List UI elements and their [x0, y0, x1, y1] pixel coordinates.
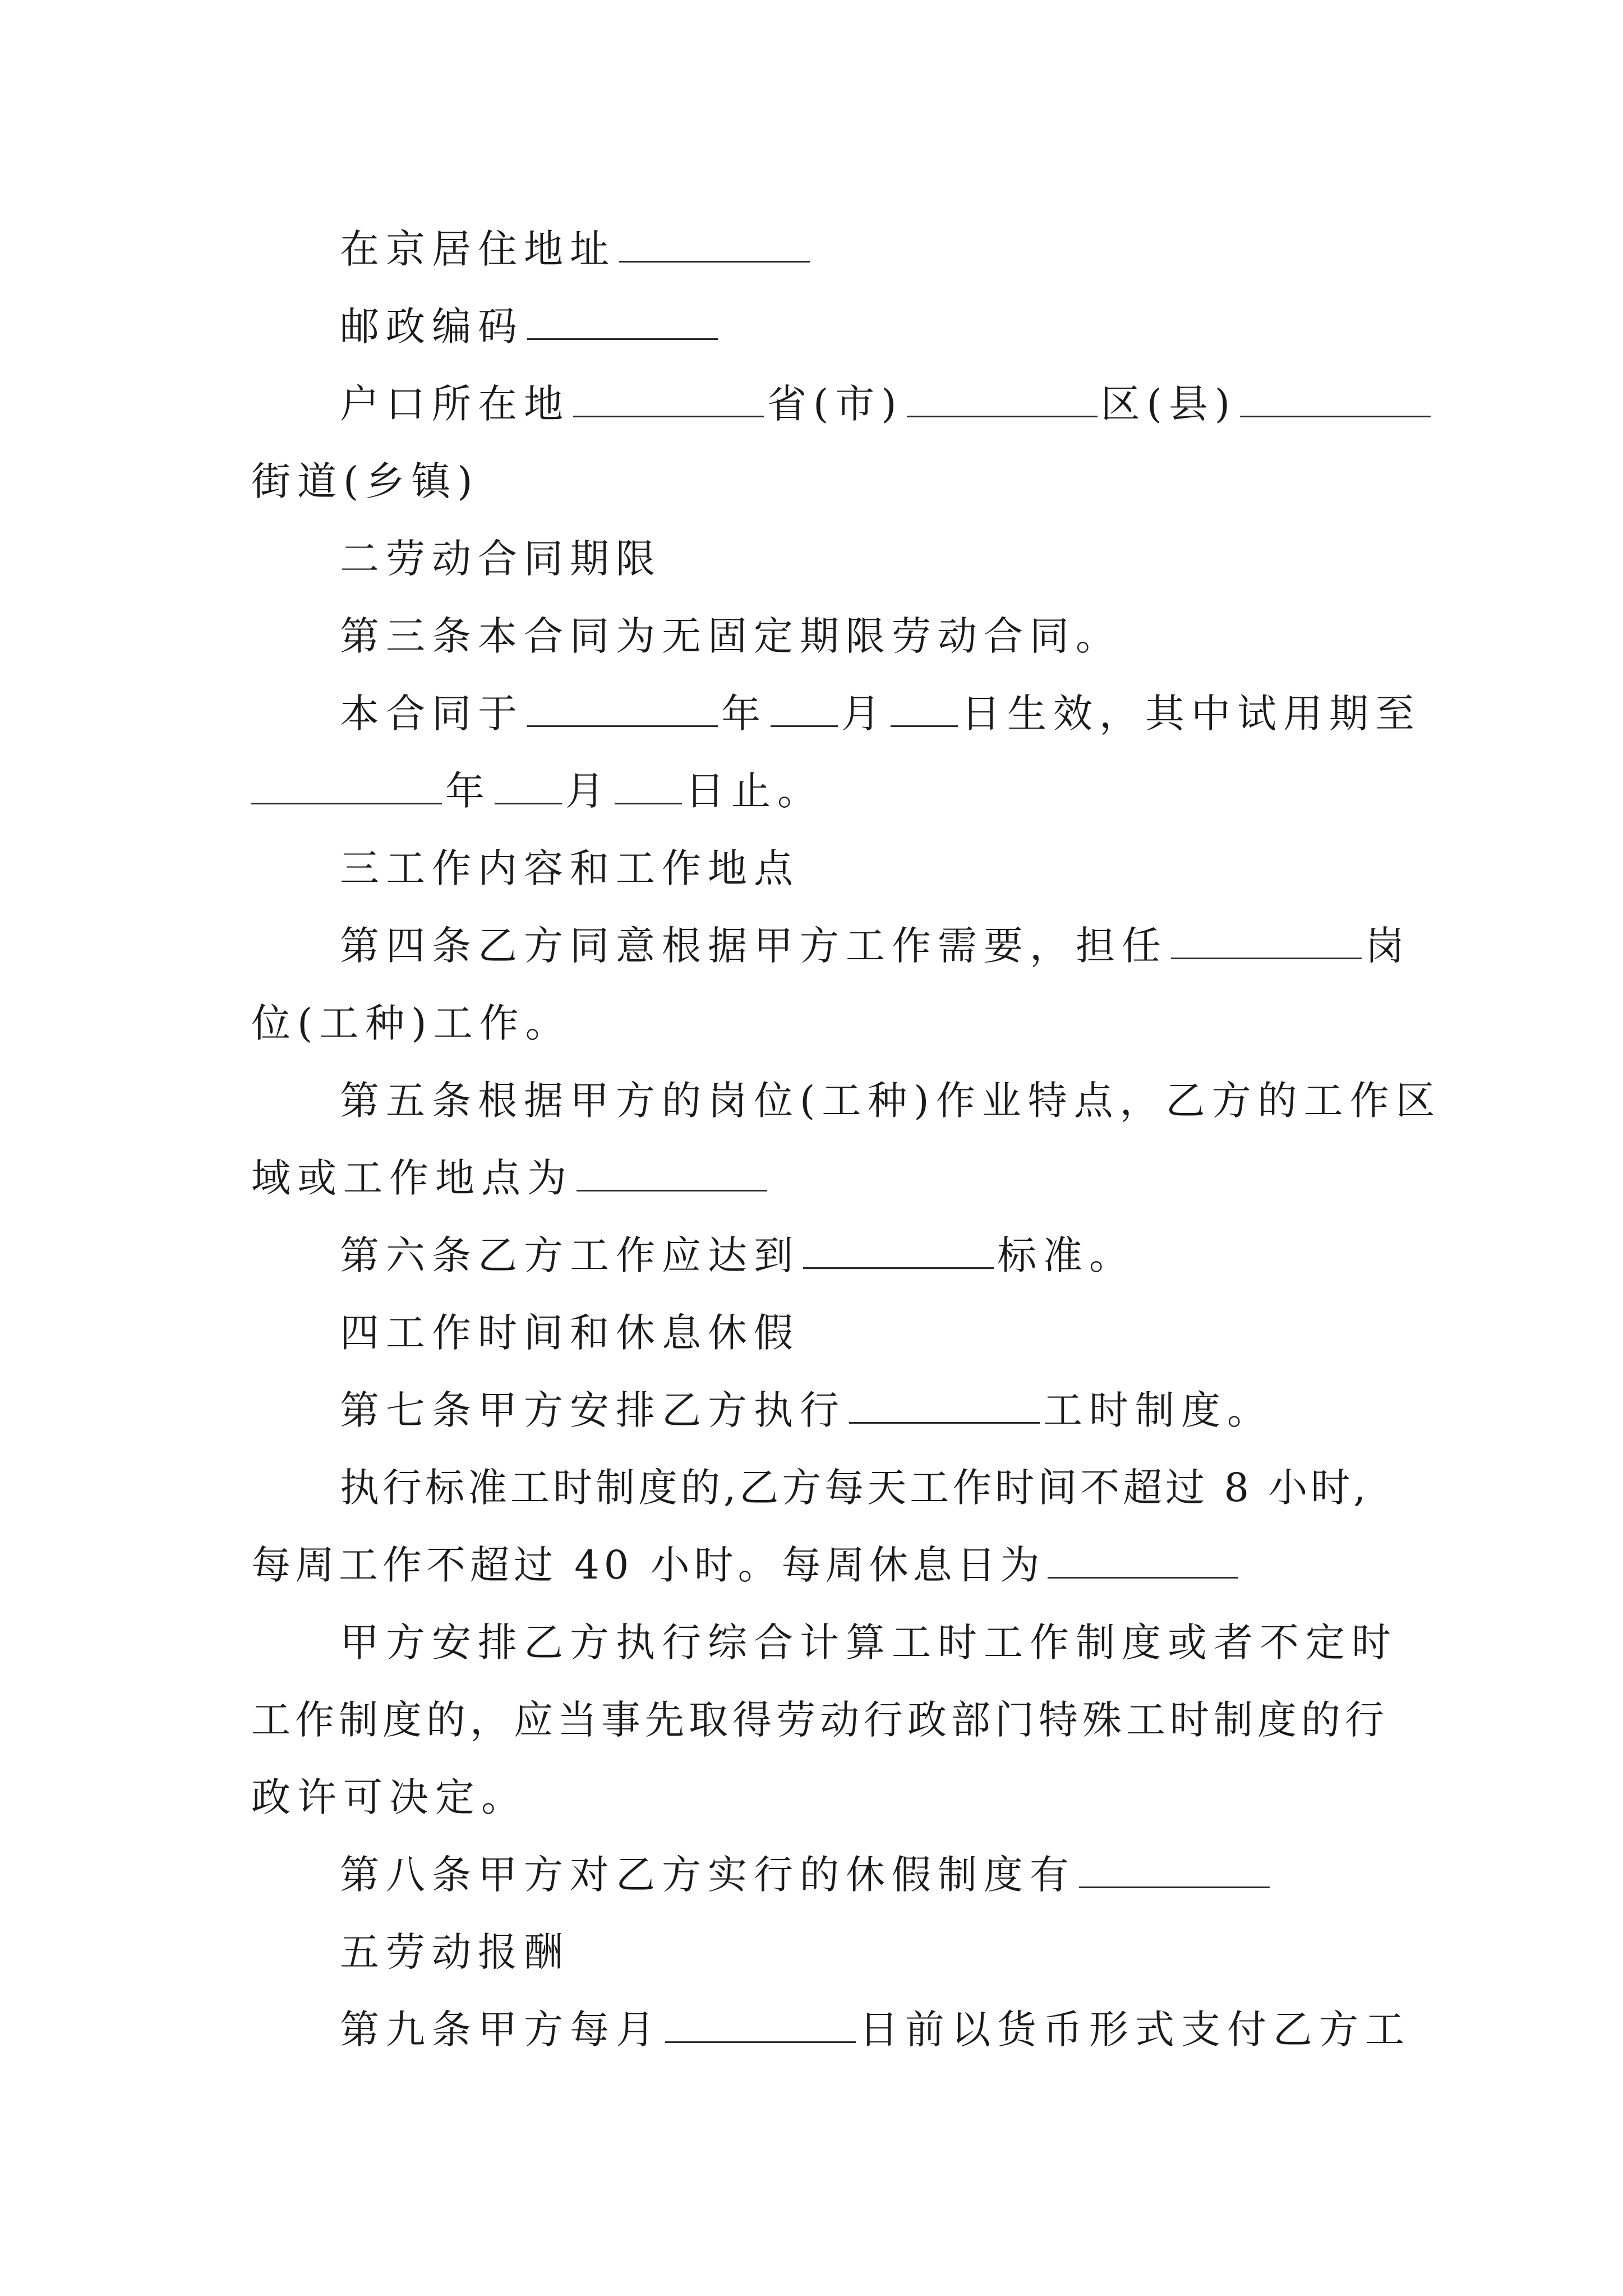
article-4-cont-line: 位(工种)工作。 — [251, 1000, 571, 1046]
article-9-line: 第九条甲方每月 日前以货币形式支付乙方工 — [340, 2007, 1411, 2053]
article-3-line: 第三条本合同为无固定期限劳动合同。 — [340, 613, 1122, 659]
year-blank — [527, 694, 718, 727]
work-location-blank — [577, 1158, 767, 1191]
month-blank — [771, 694, 838, 727]
district-blank — [907, 384, 1098, 417]
probation-year-blank — [251, 771, 442, 804]
day-blank — [891, 694, 958, 727]
effective-date-line: 本合同于 年 月 日生效，其中试用期至 — [340, 691, 1421, 737]
work-standard-blank — [803, 1236, 994, 1269]
street-blank — [1240, 384, 1431, 417]
standard-hours-cont-line: 每周工作不超过 40 小时。每周休息日为 — [251, 1526, 1384, 1604]
article-8-line: 第八条甲方对乙方实行的休假制度有 — [251, 1836, 1384, 1913]
postcode-line: 邮政编码 — [251, 288, 1384, 365]
section-heading: 四工作时间和休息休假 — [340, 1310, 800, 1356]
hours-system-blank — [849, 1391, 1040, 1424]
province-blank — [573, 384, 764, 417]
contract-page — [251, 210, 1442, 2068]
probation-end-line: 年 月 日止。 — [251, 752, 1384, 830]
article-6-line: 第六条乙方工作应达到 标准。 — [340, 1232, 1135, 1278]
section-heading: 三工作内容和工作地点 — [340, 845, 800, 891]
section-heading: 五劳动报酬 — [340, 1929, 570, 1975]
pay-day-blank — [665, 2010, 856, 2043]
hukou-cont-line: 街道(乡镇) — [251, 458, 479, 504]
address-line: 在京居住地址 — [251, 210, 1384, 288]
standard-hours-line: 执行标准工时制度的,乙方每天工作时间不超过 8 小时, — [340, 1465, 1370, 1511]
probation-day-blank — [615, 771, 682, 804]
address-blank — [619, 229, 810, 263]
position-blank — [1171, 926, 1362, 959]
comprehensive-cont-line: 政许可决定。 — [251, 1774, 527, 1820]
leave-system-blank — [1079, 1855, 1270, 1888]
comprehensive-cont-line: 工作制度的，应当事先取得劳动行政部门特殊工时制度的行 — [251, 1697, 1389, 1743]
hukou-line: 户口所在地 省(市) 区(县) — [251, 365, 1384, 443]
postcode-blank — [527, 307, 718, 340]
comprehensive-line: 甲方安排乙方执行综合计算工时工作制度或者不定时 — [340, 1619, 1398, 1665]
article-5-cont-line: 域或工作地点为 — [251, 1139, 1384, 1217]
article-7-line: 第七条甲方安排乙方执行 工时制度。 — [340, 1387, 1273, 1433]
section-heading: 二劳动合同期限 — [340, 536, 662, 582]
probation-month-blank — [495, 771, 562, 804]
article-4-line: 第四条乙方同意根据甲方工作需要，担任 岗 — [340, 923, 1411, 969]
article-5-line: 第五条根据甲方的岗位(工种)作业特点，乙方的工作区 — [340, 1078, 1442, 1124]
rest-day-blank — [1048, 1545, 1238, 1579]
